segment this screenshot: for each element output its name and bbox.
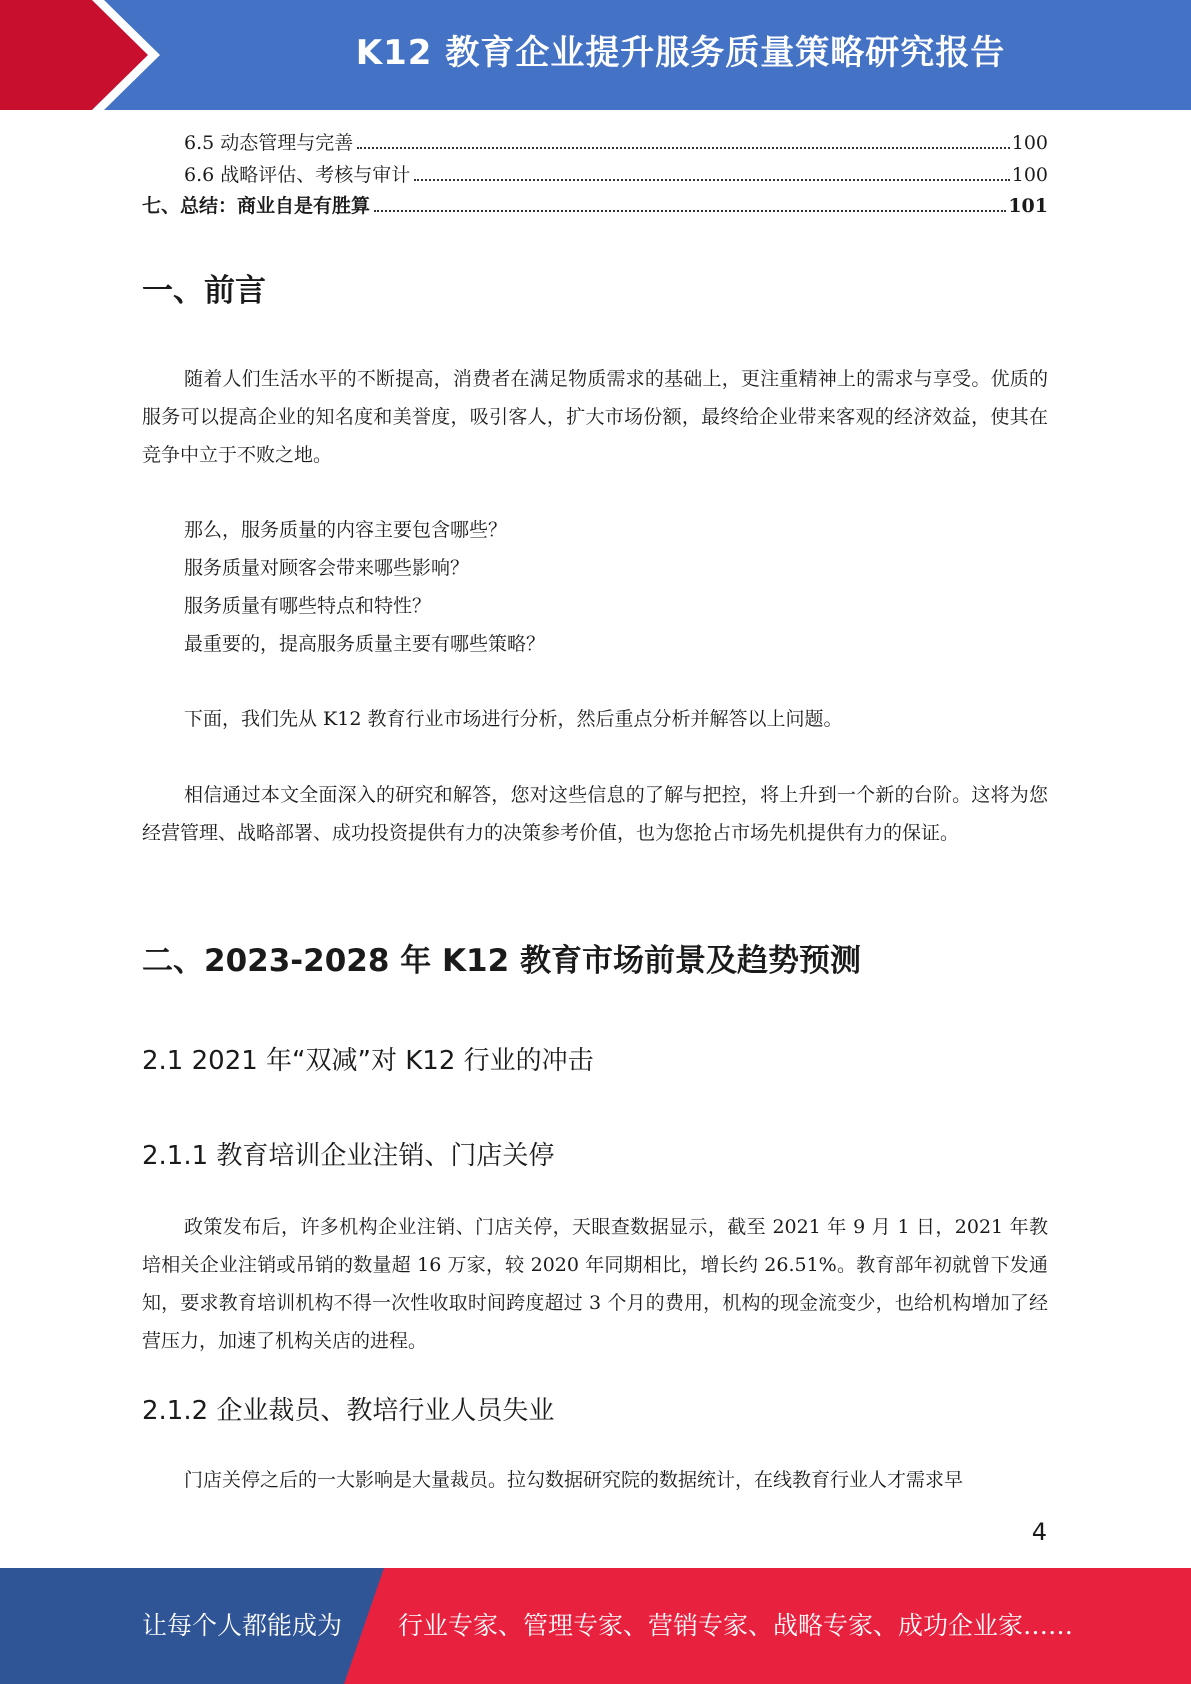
header-red-arrow [0, 0, 148, 110]
toc-entry-page: 100 [1011, 163, 1048, 186]
toc-leader-dots [414, 178, 1009, 181]
preface-paragraph-1: 随着人们生活水平的不断提高，消费者在满足物质需求的基础上，更注重精神上的需求与享受。优质的服务可以提高企业的知名度和美誉度，吸引客人，扩大市场份额，最终给企业带来客观的经济效益，使其在竞争中立于不败之地。 [142, 368, 1048, 466]
subsection-heading-2-1-1: 2.1.1 教育培训企业注销、门店关停 [142, 1141, 555, 1171]
question-item: 那么，服务质量的内容主要包含哪些？ [184, 519, 508, 541]
toc-entry-label: 6.5 动态管理与完善 [184, 132, 354, 154]
section-heading-preface: 一、前言 [142, 273, 266, 309]
toc-entry[interactable] [142, 128, 1048, 160]
subsection-heading-2-1-2: 2.1.2 企业裁员、教培行业人员失业 [142, 1396, 555, 1426]
paragraph-2-1-2: 门店关停之后的一大影响是大量裁员。拉勾数据研究院的数据统计，在线教育行业人才需求早 [184, 1469, 964, 1491]
toc-entry[interactable] [142, 191, 1048, 223]
footer-slogan-left: 让每个人都能成为 [142, 1611, 343, 1640]
footer-slogan-right: 行业专家、管理专家、营销专家、战略专家、成功企业家…… [398, 1611, 1074, 1640]
page-number: 4 [1031, 1518, 1047, 1546]
question-item: 服务质量对顾客会带来哪些影响？ [184, 557, 470, 579]
page-footer [0, 1568, 1191, 1684]
toc-leader-dots [357, 146, 1009, 149]
table-of-contents [142, 128, 1048, 223]
page-header [0, 0, 1191, 110]
question-item: 最重要的，提高服务质量主要有哪些策略？ [184, 633, 546, 655]
subsection-heading-2-1: 2.1 2021 年“双减”对 K12 行业的冲击 [142, 1046, 594, 1076]
question-item: 服务质量有哪些特点和特性？ [184, 595, 432, 617]
toc-entry-label: 6.6 战略评估、考核与审计 [184, 163, 411, 186]
report-title: K12 教育企业提升服务质量策略研究报告 [355, 33, 1006, 73]
preface-questions [184, 511, 545, 663]
section-heading-forecast: 二、2023-2028 年 K12 教育市场前景及趋势预测 [142, 943, 861, 979]
preface-paragraph-2: 下面，我们先从 K12 教育行业市场进行分析，然后重点分析并解答以上问题。 [184, 708, 843, 730]
toc-entry-page: 100 [1011, 132, 1048, 154]
toc-entry[interactable] [142, 160, 1048, 192]
toc-entry-page: 101 [1008, 195, 1048, 217]
toc-entry-label: 七、总结：商业自是有胜算 [142, 195, 371, 217]
preface-paragraph-3: 相信通过本文全面深入的研究和解答，您对这些信息的了解与把控，将上升到一个新的台阶。这将为您经营管理、战略部署、成功投资提供有力的决策参考价值，也为您抢占市场先机提供有力的保证。 [142, 784, 1048, 844]
toc-leader-dots [374, 209, 1006, 212]
paragraph-2-1-1: 政策发布后，许多机构企业注销、门店关停，天眼查数据显示，截至 2021 年 9 月 1 日，2021 年教培相关企业注销或吊销的数量超 16 万家，较 2020 年同期相比，增长约 26.51%。教育部年初就曾下发通知，要求教育培训机构不得一次性收取时间跨度超过 3 个月的费用，机构的现金流变少，也给机构增加了经营压力，加速了机构关店的进程。 [142, 1216, 1048, 1352]
